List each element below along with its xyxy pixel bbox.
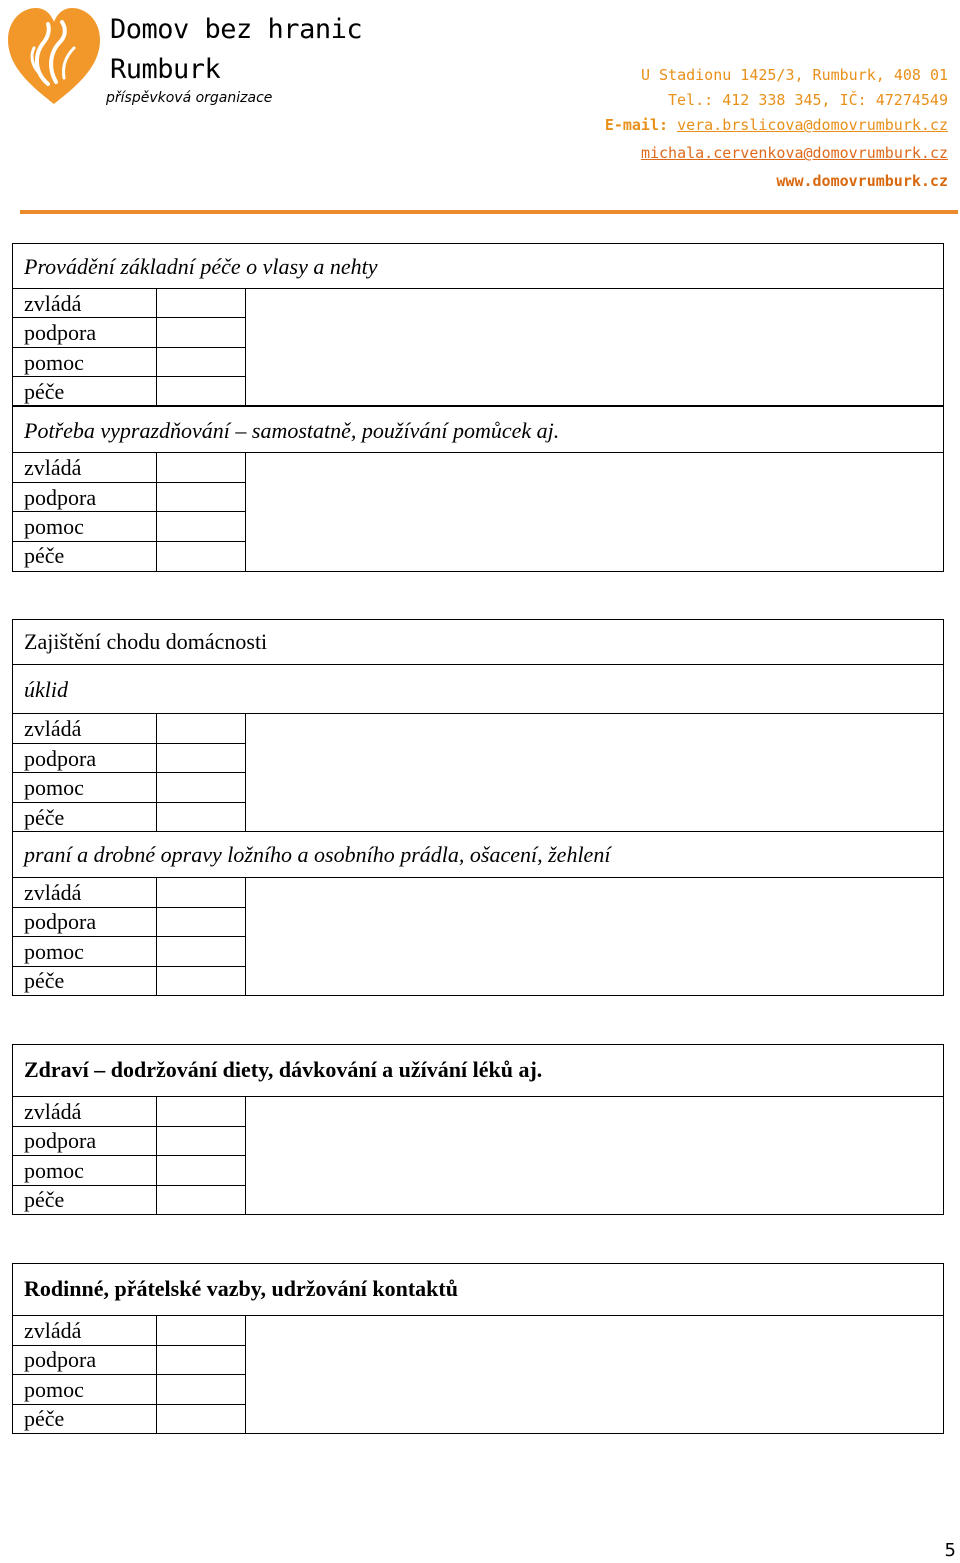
level-label-pece: péče xyxy=(24,805,65,830)
row-divider xyxy=(12,347,245,348)
contact-phone: Tel.: 412 338 345, IČ: 47274549 xyxy=(668,91,948,109)
level-label-zvlada: zvládá xyxy=(24,716,82,741)
row-divider xyxy=(12,1185,245,1186)
level-label-zvlada: zvládá xyxy=(24,1099,82,1124)
email-link-2[interactable]: michala.cervenkova@domovrumburk.cz xyxy=(640,144,948,162)
contact-address: U Stadionu 1425/3, Rumburk, 408 01 xyxy=(640,66,948,84)
row-divider xyxy=(12,541,245,542)
row-divider xyxy=(12,317,245,318)
level-label-pomoc: pomoc xyxy=(24,350,84,375)
brand-name-line1: Domov bez hranic xyxy=(110,14,363,45)
row-divider xyxy=(12,772,245,773)
row-divider xyxy=(12,1315,944,1316)
level-label-podpora: podpora xyxy=(24,909,97,934)
level-label-podpora: podpora xyxy=(24,485,97,510)
row-divider xyxy=(12,288,944,289)
row-divider xyxy=(12,1345,245,1346)
email-link-1[interactable]: vera.brslicova@domovrumburk.cz xyxy=(677,116,948,134)
section-title-family: Rodinné, přátelské vazby, udržování kontaktů xyxy=(24,1276,458,1301)
row-divider xyxy=(12,1374,245,1375)
contact-email-row xyxy=(605,116,948,134)
page-number: 5 xyxy=(944,1540,956,1561)
contact-email-row-2 xyxy=(641,144,948,162)
level-label-podpora: podpora xyxy=(24,746,97,771)
header-divider xyxy=(20,210,958,214)
email-label: E-mail: xyxy=(604,116,669,134)
row-divider xyxy=(12,376,245,377)
level-label-pomoc: pomoc xyxy=(24,1158,84,1183)
row-divider xyxy=(12,664,944,665)
section-title-health: Zdraví – dodržování diety, dávkování a užívání léků aj. xyxy=(24,1057,543,1082)
level-label-pece: péče xyxy=(24,543,65,568)
checkbox-column-divider xyxy=(245,713,246,832)
section-title-hair-nails: Provádění základní péče o vlasy a nehty xyxy=(24,254,378,279)
level-label-pece: péče xyxy=(24,968,65,993)
checkbox-column-divider xyxy=(156,452,157,571)
row-divider xyxy=(12,452,944,453)
brand-subtitle: příspěvková organizace xyxy=(106,90,273,106)
checkbox-column-divider xyxy=(156,288,157,406)
row-divider xyxy=(12,743,245,744)
level-label-pece: péče xyxy=(24,379,65,404)
row-divider xyxy=(12,966,245,967)
row-divider xyxy=(12,831,944,832)
section-divider xyxy=(12,405,944,407)
section-title-toileting: Potřeba vyprazdňování – samostatně, používání pomůcek aj. xyxy=(24,418,560,443)
level-label-pomoc: pomoc xyxy=(24,514,84,539)
checkbox-column-divider xyxy=(156,877,157,995)
level-label-pomoc: pomoc xyxy=(24,939,84,964)
checkbox-column-divider xyxy=(245,1315,246,1433)
section-title-household: Zajištění chodu domácnosti xyxy=(24,629,268,654)
row-divider xyxy=(12,877,944,878)
level-label-pece: péče xyxy=(24,1187,65,1212)
row-divider xyxy=(12,511,245,512)
checkbox-column-divider xyxy=(156,713,157,832)
level-label-zvlada: zvládá xyxy=(24,291,82,316)
level-label-podpora: podpora xyxy=(24,1128,97,1153)
row-divider xyxy=(12,1096,944,1097)
row-divider xyxy=(12,936,245,937)
level-label-pomoc: pomoc xyxy=(24,775,84,800)
form-box-hygiene xyxy=(12,243,944,572)
row-divider xyxy=(12,907,245,908)
level-label-podpora: podpora xyxy=(24,320,97,345)
checkbox-column-divider xyxy=(245,1096,246,1214)
level-label-zvlada: zvládá xyxy=(24,880,82,905)
subsection-title-laundry: praní a drobné opravy ložního a osobního prádla, ošacení, žehlení xyxy=(24,842,611,867)
organization-logo xyxy=(4,2,104,110)
checkbox-column-divider xyxy=(245,288,246,406)
row-divider xyxy=(12,1126,245,1127)
checkbox-column-divider xyxy=(245,452,246,571)
level-label-pomoc: pomoc xyxy=(24,1377,84,1402)
checkbox-column-divider xyxy=(156,1315,157,1433)
website-link[interactable]: www.domovrumburk.cz xyxy=(776,172,948,190)
level-label-zvlada: zvládá xyxy=(24,455,82,480)
level-label-zvlada: zvládá xyxy=(24,1318,82,1343)
row-divider xyxy=(12,482,245,483)
checkbox-column-divider xyxy=(245,877,246,995)
row-divider xyxy=(12,802,245,803)
checkbox-column-divider xyxy=(156,1096,157,1214)
brand-name-line2: Rumburk xyxy=(110,54,221,85)
form-box-household xyxy=(12,619,944,996)
row-divider xyxy=(12,713,944,714)
row-divider xyxy=(12,1404,245,1405)
level-label-podpora: podpora xyxy=(24,1347,97,1372)
row-divider xyxy=(12,1155,245,1156)
subsection-title-cleaning: úklid xyxy=(24,677,68,702)
level-label-pece: péče xyxy=(24,1406,65,1431)
